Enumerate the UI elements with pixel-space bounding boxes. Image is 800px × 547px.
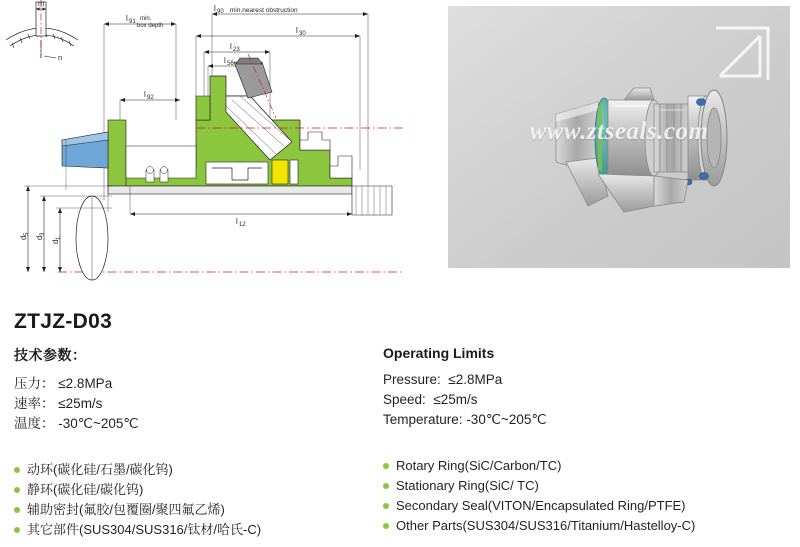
list-item: Secondary Seal(VITON/Encapsulated Ring/PTFE)	[383, 496, 783, 516]
param-value: ≤2.8MPa	[58, 376, 113, 391]
detail-mn	[6, 0, 78, 62]
specs-chinese-heading: 技术参数：	[14, 347, 87, 363]
param-row	[383, 410, 783, 430]
product-photo	[448, 6, 790, 268]
svg-text:56: 56	[227, 61, 234, 67]
svg-text:l: l	[236, 217, 238, 226]
svg-text:n: n	[58, 53, 63, 62]
svg-text:92: 92	[147, 95, 154, 101]
specs-english-materials	[383, 456, 783, 536]
param-label: Pressure:	[383, 372, 441, 387]
svg-text:l: l	[296, 26, 298, 35]
param-row	[383, 370, 783, 390]
svg-text:box depth: box depth	[137, 23, 164, 29]
list-item: 静环(碳化硅/碳化钨)	[14, 480, 374, 500]
param-label: 压力：	[14, 376, 55, 391]
svg-text:min.nearest obstruction: min.nearest obstruction	[230, 7, 298, 14]
specs-english-heading: Operating Limits	[383, 345, 495, 361]
spacer	[383, 430, 783, 456]
svg-text:l: l	[230, 42, 232, 51]
watermark-text: www.ztseals.com	[529, 118, 709, 145]
svg-text:3: 3	[40, 232, 46, 236]
param-value: -30℃~205℃	[58, 416, 139, 431]
technical-drawing	[0, 0, 440, 298]
list-item: 动环(碳化硅/石墨/碳化钨)	[14, 460, 374, 480]
specs-english-params	[383, 370, 783, 430]
param-label: Speed:	[383, 392, 426, 407]
svg-text:l: l	[224, 56, 226, 65]
svg-text:d: d	[51, 239, 60, 244]
param-value: ≤25m/s	[58, 396, 103, 411]
specifications	[0, 345, 800, 545]
list-item: 其它部件(SUS304/SUS316/钛材/哈氏-C)	[14, 520, 374, 540]
list-item: 辅助密封(氟胶/包覆圈/聚四氟乙烯)	[14, 500, 374, 520]
param-value: ≤25m/s	[433, 392, 478, 407]
svg-text:23: 23	[233, 47, 240, 53]
param-label: 速率：	[14, 396, 55, 411]
svg-text:l: l	[126, 14, 128, 23]
spacer	[14, 434, 374, 460]
shaft-end-view	[76, 196, 108, 280]
svg-text:90: 90	[217, 9, 224, 15]
specs-chinese-materials	[14, 460, 374, 540]
svg-text:l: l	[214, 4, 216, 13]
svg-text:1: 1	[56, 236, 62, 240]
param-row	[14, 374, 374, 394]
param-value: ≤2.8MPa	[448, 372, 503, 387]
svg-text:d: d	[19, 235, 28, 240]
list-item: Rotary Ring(SiC/Carbon/TC)	[383, 456, 783, 476]
param-value: -30℃~205℃	[466, 412, 547, 427]
param-row	[14, 394, 374, 414]
svg-text:l: l	[144, 90, 146, 99]
svg-text:91: 91	[129, 19, 136, 25]
seal-body	[58, 54, 404, 272]
svg-text:m: m	[38, 0, 45, 8]
svg-text:d: d	[35, 235, 44, 240]
param-label: Temperature:	[383, 412, 463, 427]
svg-text:12: 12	[239, 222, 246, 228]
param-label: 温度：	[14, 416, 55, 431]
specs-chinese	[14, 345, 374, 540]
specs-chinese-params	[14, 374, 374, 434]
page-title: ZTJZ-D03	[14, 310, 113, 333]
svg-text:min.: min.	[140, 16, 152, 22]
dim-l92	[120, 90, 180, 150]
param-row	[14, 414, 374, 434]
param-row	[383, 390, 783, 410]
svg-text:30: 30	[299, 31, 306, 37]
specs-english	[383, 345, 783, 536]
list-item: Other Parts(SUS304/SUS316/Titanium/Hastelloy-C)	[383, 516, 783, 536]
list-item: Stationary Ring(SiC/ TC)	[383, 476, 783, 496]
svg-text:5: 5	[24, 232, 30, 236]
